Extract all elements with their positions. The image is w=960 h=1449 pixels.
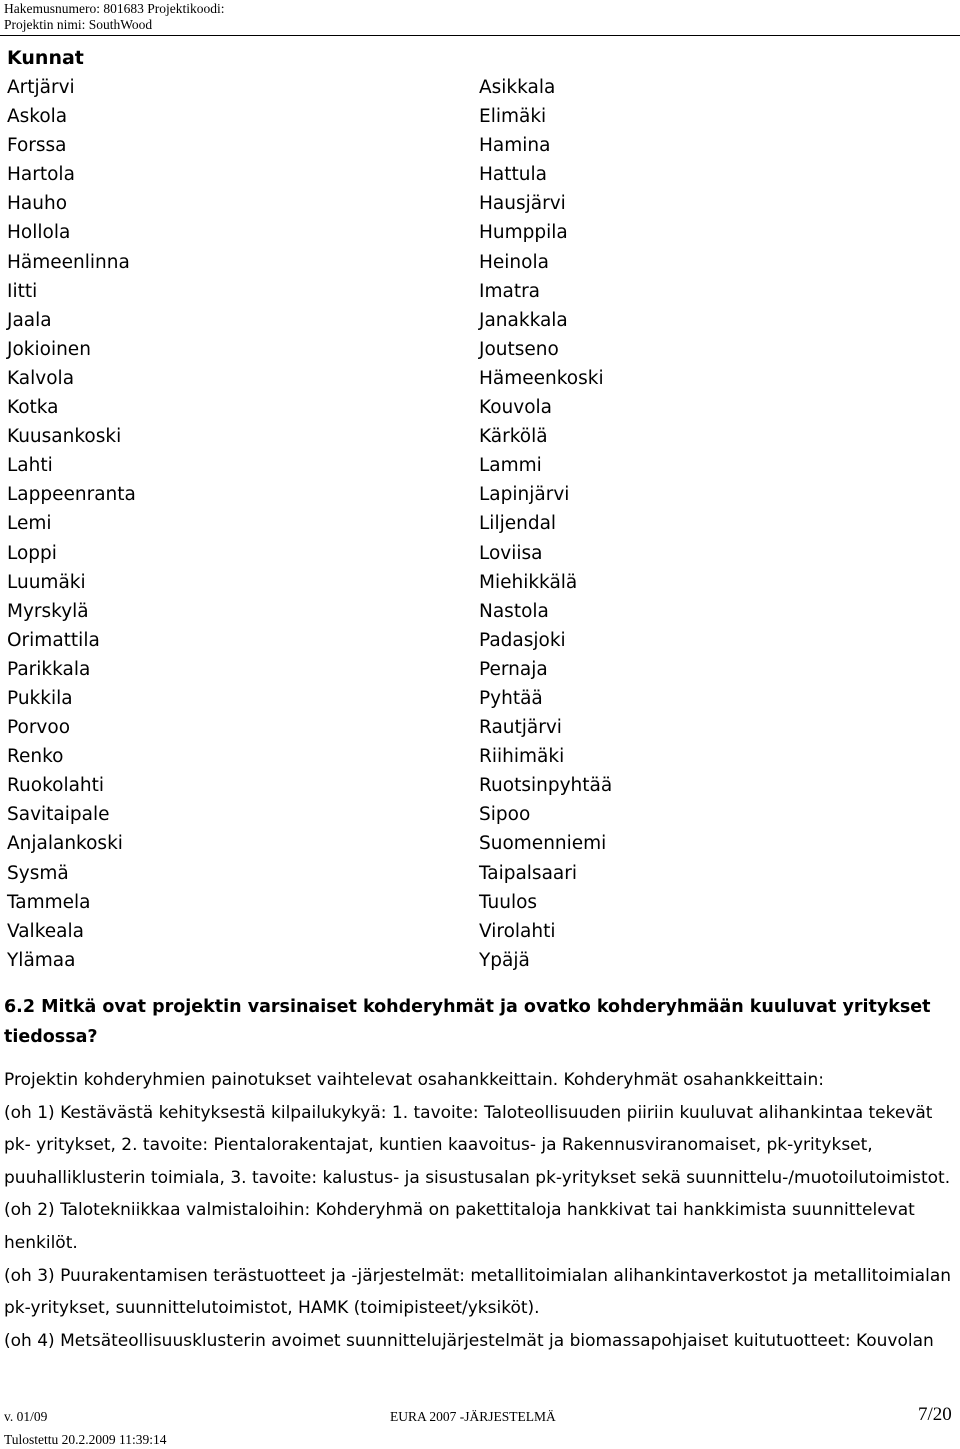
kunta-item: Hämeenlinna	[7, 251, 130, 273]
kunta-item: Nastola	[479, 600, 549, 622]
kunta-item: Joutseno	[479, 338, 559, 360]
kunta-item: Hausjärvi	[479, 193, 566, 215]
kunta-item: Sysmä	[7, 862, 69, 884]
kunta-item: Heinola	[479, 251, 549, 273]
kunta-item: Liljendal	[479, 513, 557, 535]
kunta-item: Valkeala	[7, 920, 84, 942]
kunta-item: Askola	[7, 106, 68, 128]
kunta-item: Tammela	[7, 891, 91, 913]
kunta-item: Ruokolahti	[7, 775, 105, 797]
kunta-item: Hartola	[7, 164, 75, 186]
kunta-item: Asikkala	[479, 77, 556, 98]
kunta-item: Porvoo	[7, 717, 71, 739]
kunta-item: Jokioinen	[7, 338, 91, 360]
body-paragraph-oh4: (oh 4) Metsäteollisuusklusterin avoimet suunnittelujärjestelmät ja biomassapohjaiset kuitutuotteet: Kouvolan	[4, 1330, 934, 1351]
header-project-name: Projektin nimi: SouthWood	[4, 17, 153, 32]
section-body	[4, 1064, 954, 1357]
kunta-item: Lammi	[479, 455, 542, 477]
kunta-item: Padasjoki	[479, 629, 566, 651]
kunta-item: Hollola	[7, 222, 71, 244]
kunta-item: Kotka	[7, 397, 59, 419]
kunta-item: Taipalsaari	[479, 862, 577, 884]
section-question-title: 6.2 Mitkä ovat projektin varsinaiset kohderyhmät ja ovatko kohderyhmään kuuluvat yritykset tiedossa?	[4, 997, 931, 1047]
kunta-item: Miehikkälä	[479, 571, 578, 593]
kunta-item: Humppila	[479, 222, 568, 244]
kunta-item: Janakkala	[479, 309, 568, 331]
kunta-item: Hattula	[479, 164, 547, 186]
kunta-item: Ypäjä	[479, 949, 530, 971]
kunnat-heading: Kunnat	[7, 47, 84, 69]
kunta-item: Pukkila	[7, 687, 73, 709]
kunta-item: Hämeenkoski	[479, 367, 604, 389]
kunnat-list-left	[7, 73, 136, 975]
kunta-item: Pernaja	[479, 658, 548, 680]
kunta-item: Renko	[7, 746, 64, 768]
kunta-item: Forssa	[7, 135, 67, 157]
kunta-item: Hauho	[7, 193, 68, 215]
header-application-number: Hakemusnumero: 801683 Projektikoodi:	[4, 1, 225, 16]
kunta-item: Lahti	[7, 455, 53, 477]
kunta-item: Luumäki	[7, 571, 86, 593]
footer-printed-timestamp: Tulostettu 20.2.2009 11:39:14	[4, 1432, 167, 1447]
kunta-item: Parikkala	[7, 658, 91, 680]
kunta-item: Riihimäki	[479, 746, 565, 768]
kunta-item: Rautjärvi	[479, 717, 562, 739]
kunta-item: Kuusankoski	[7, 426, 122, 448]
kunta-item: Savitaipale	[7, 804, 110, 826]
footer-system-name: EURA 2007 -JÄRJESTELMÄ	[390, 1409, 556, 1424]
kunta-item: Kouvola	[479, 397, 552, 419]
body-paragraph-oh2: (oh 2) Talotekniikkaa valmistaloihin: Kohderyhmä on pakettitaloja hankkivat tai hankkimista suunnittelevat henkilöt.	[4, 1200, 915, 1253]
kunta-item: Imatra	[479, 280, 541, 302]
footer-version: v. 01/09	[4, 1409, 48, 1424]
kunta-item: Myrskylä	[7, 600, 89, 622]
kunta-item: Kärkölä	[479, 426, 548, 448]
kunta-item: Tuulos	[479, 891, 538, 913]
kunta-item: Hamina	[479, 135, 551, 157]
kunta-item: Loviisa	[479, 542, 543, 564]
kunta-item: Kalvola	[7, 367, 75, 389]
kunta-item: Anjalankoski	[7, 833, 123, 855]
kunta-item: Loppi	[7, 542, 57, 564]
body-paragraph-oh3: (oh 3) Puurakentamisen terästuotteet ja -järjestelmät: metallitoimialan alihankintaverkostot ja metallitoimialan pk-yritykset, suunnittelutoimistot, HAMK (toimipisteet/yksiköt).	[4, 1265, 952, 1319]
kunta-item: Pyhtää	[479, 687, 543, 709]
kunta-item: Lapinjärvi	[479, 484, 570, 506]
kunta-item: Suomenniemi	[479, 833, 607, 855]
kunta-item: Orimattila	[7, 629, 100, 651]
kunta-item: Ylämaa	[7, 949, 76, 971]
kunta-item: Virolahti	[479, 920, 556, 942]
kunta-item: Lappeenranta	[7, 484, 136, 506]
kunta-item: Lemi	[7, 513, 52, 535]
kunta-item: Ruotsinpyhtää	[479, 775, 613, 797]
kunnat-list-right	[479, 73, 612, 975]
body-paragraph-intro: Projektin kohderyhmien painotukset vaihtelevat osahankkeittain. Kohderyhmät osahankkeittain:	[4, 1070, 825, 1090]
kunta-item: Sipoo	[479, 804, 531, 826]
header-divider	[0, 35, 960, 36]
footer-page-number: 7/20	[918, 1404, 952, 1425]
kunta-item: Jaala	[7, 309, 52, 331]
kunta-item: Artjärvi	[7, 77, 75, 98]
body-paragraph-oh1: (oh 1) Kestävästä kehityksestä kilpailukykyä: 1. tavoite: Taloteollisuuden piiriin kuuluvat alihankintaa tekevät pk- yritykset, 2. tavoite: Pientalorakentajat, kuntien kaavoitus- ja Rakennusviranomaiset, pk-yritykset, puuhalliklusterin toimiala, 3. tavoite: kalustus- ja sisustusalan pk-yritykset sekä suunnittelu-/muotoilutoimistot.	[4, 1102, 951, 1188]
kunta-item: Elimäki	[479, 106, 547, 128]
kunta-item: Iitti	[7, 280, 38, 302]
